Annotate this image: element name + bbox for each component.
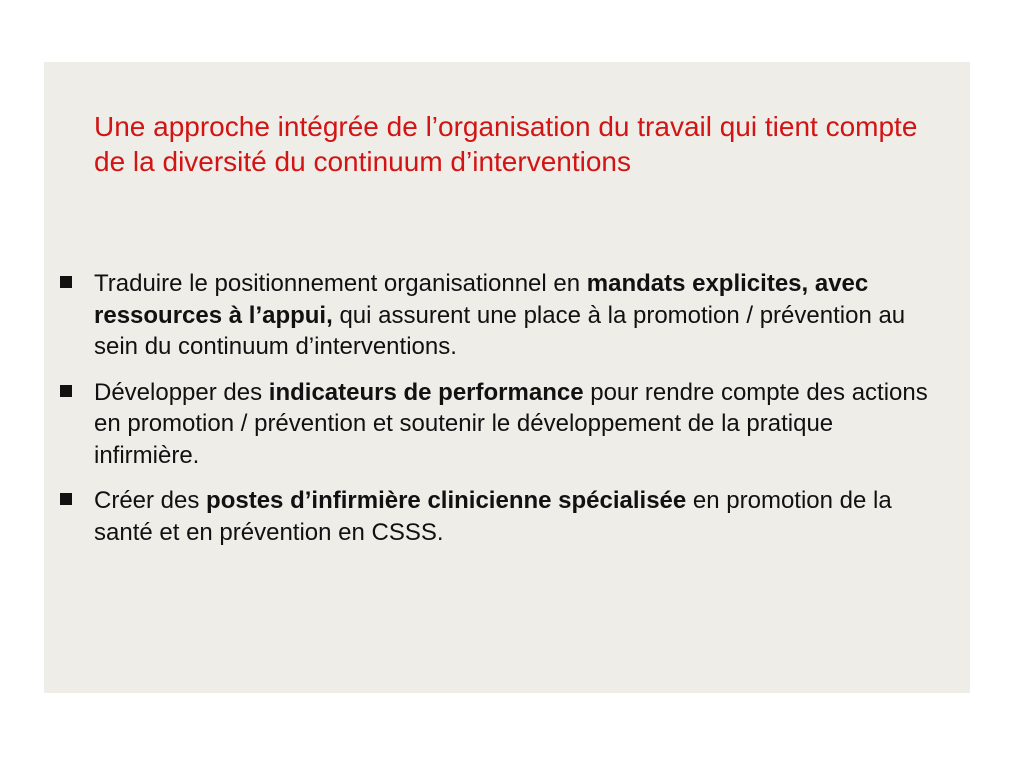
bullet-text-pre: Créer des [94,487,207,514]
bullet-text-post: en promotion de la santé et en prévention en CSSS. [94,487,892,546]
bullet-text-bold: mandats explicites, avec ressources à l’appui, [94,270,869,329]
bullet-text-post: qui assurent une place à la promotion / prévention au sein du continuum d’interventions. [94,301,906,360]
bullet-text-bold: indicateurs de performance [268,378,584,406]
bullet-item-mandats [56,268,936,363]
bullet-text-post: pour rendre compte des actions en promotion / prévention et soutenir le développement de la pratique infirmière. [94,378,928,469]
bullet-text-pre: Développer des [94,378,269,406]
slide-title: Une approche intégrée de l’organisation du travail qui tient compte de la diversité du continuum d’interventions [94,111,918,177]
bullet-item-postes [56,485,936,548]
bullet-text-pre: Traduire le positionnement organisationnel en [94,270,587,297]
square-bullet-icon [60,493,72,505]
square-bullet-icon [60,385,72,397]
bullet-list [56,268,936,562]
bullet-item-indicateurs [56,377,936,472]
square-bullet-icon [60,276,72,288]
bullet-text-bold: postes d’infirmière clinicienne spécialisée [206,487,687,514]
